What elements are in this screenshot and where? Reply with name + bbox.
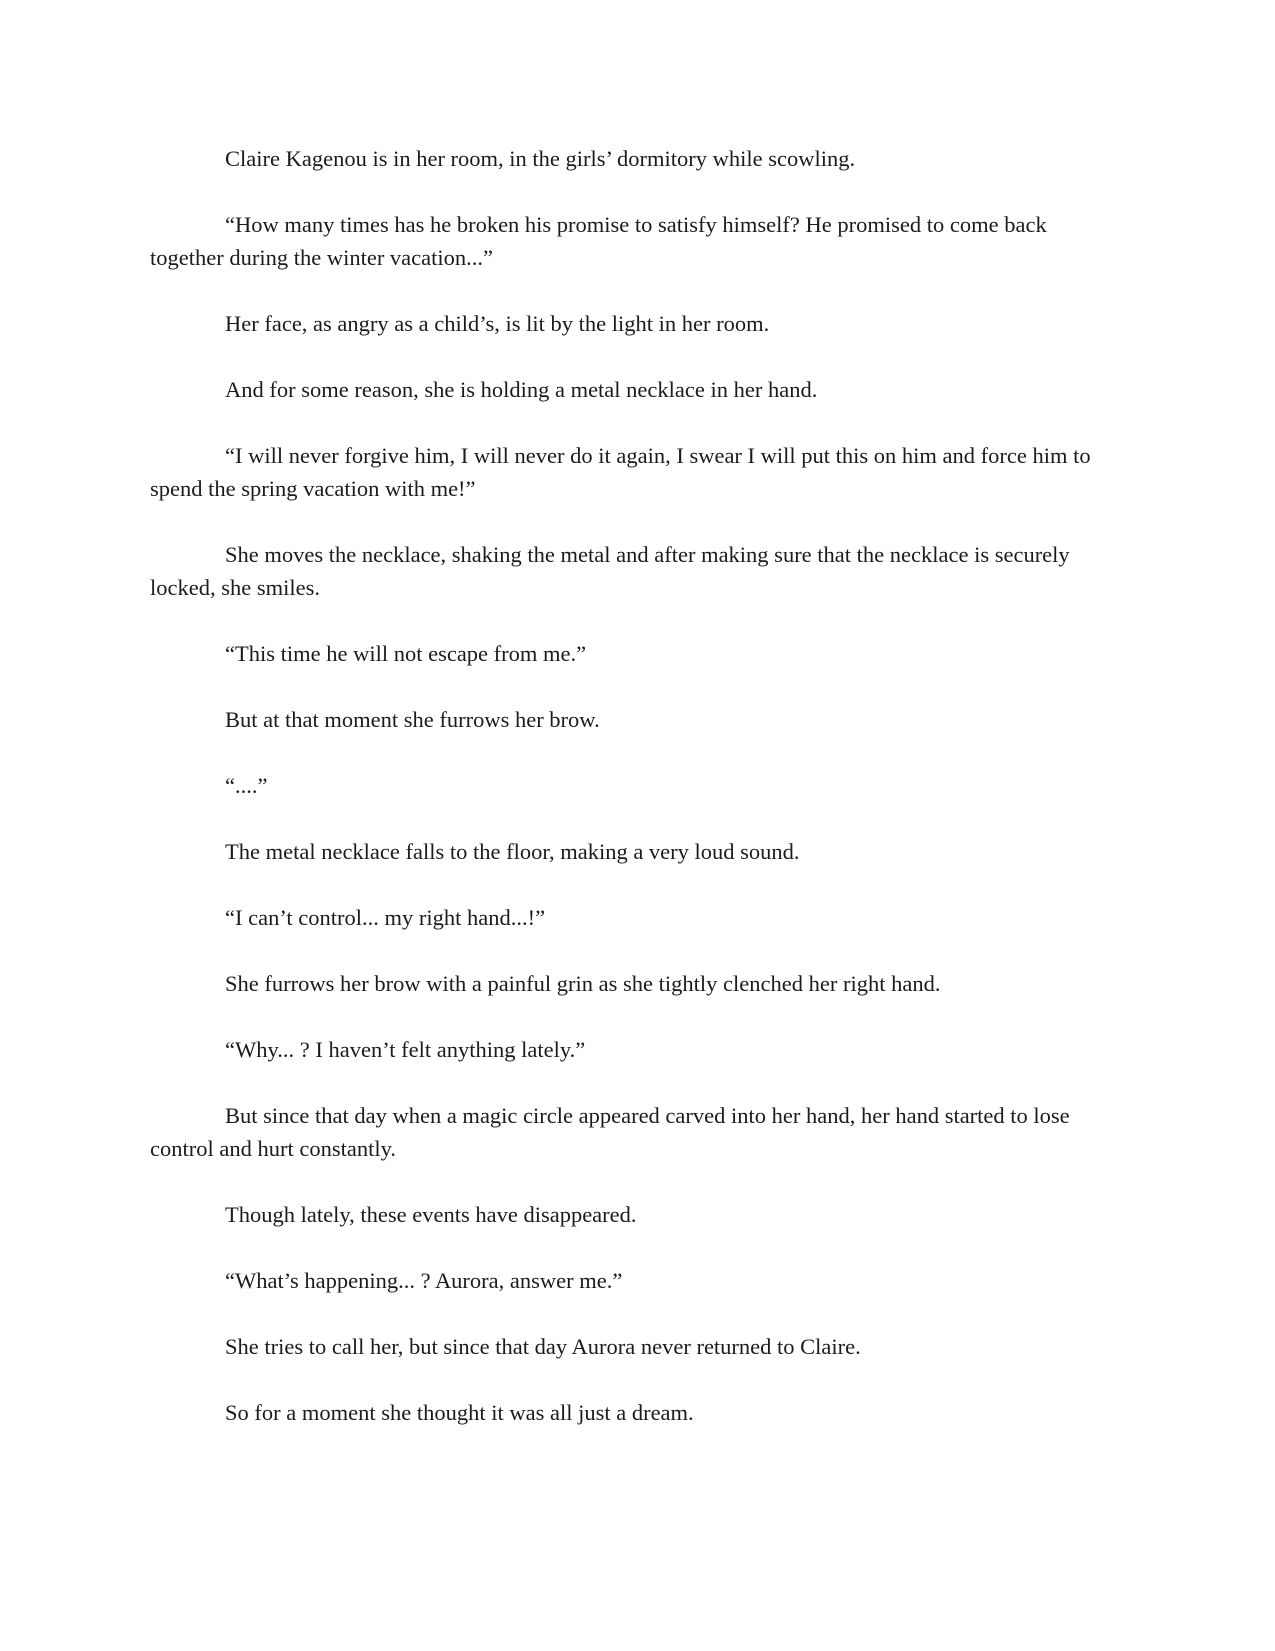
paragraph: “How many times has he broken his promise to satisfy himself? He promised to come back together during the winter vacation...” (150, 212, 1047, 270)
paragraph: Her face, as angry as a child’s, is lit by the light in her room. (225, 311, 770, 336)
paragraph: “Why... ? I haven’t felt anything lately.” (225, 1037, 586, 1062)
paragraph: Claire Kagenou is in her room, in the girls’ dormitory while scowling. (225, 146, 856, 171)
paragraph: The metal necklace falls to the floor, making a very loud sound. (225, 839, 800, 864)
paragraph: “I can’t control... my right hand...!” (225, 905, 546, 930)
document-body (150, 142, 1125, 1462)
paragraph: So for a moment she thought it was all just a dream. (225, 1400, 694, 1425)
paragraph: “....” (225, 773, 268, 798)
paragraph: “This time he will not escape from me.” (225, 641, 587, 666)
paragraph: “I will never forgive him, I will never do it again, I swear I will put this on him and force him to spend the spring vacation with me!” (150, 443, 1091, 501)
paragraph: She moves the necklace, shaking the metal and after making sure that the necklace is securely locked, she smiles. (150, 542, 1070, 600)
paragraph: And for some reason, she is holding a metal necklace in her hand. (225, 377, 818, 402)
paragraph: “What’s happening... ? Aurora, answer me.” (225, 1268, 623, 1293)
paragraph: Though lately, these events have disappeared. (225, 1202, 637, 1227)
paragraph: She tries to call her, but since that day Aurora never returned to Claire. (225, 1334, 861, 1359)
paragraph: She furrows her brow with a painful grin as she tightly clenched her right hand. (225, 971, 941, 996)
paragraph: But since that day when a magic circle appeared carved into her hand, her hand started to lose control and hurt constantly. (150, 1103, 1070, 1161)
paragraph: But at that moment she furrows her brow. (225, 707, 600, 732)
